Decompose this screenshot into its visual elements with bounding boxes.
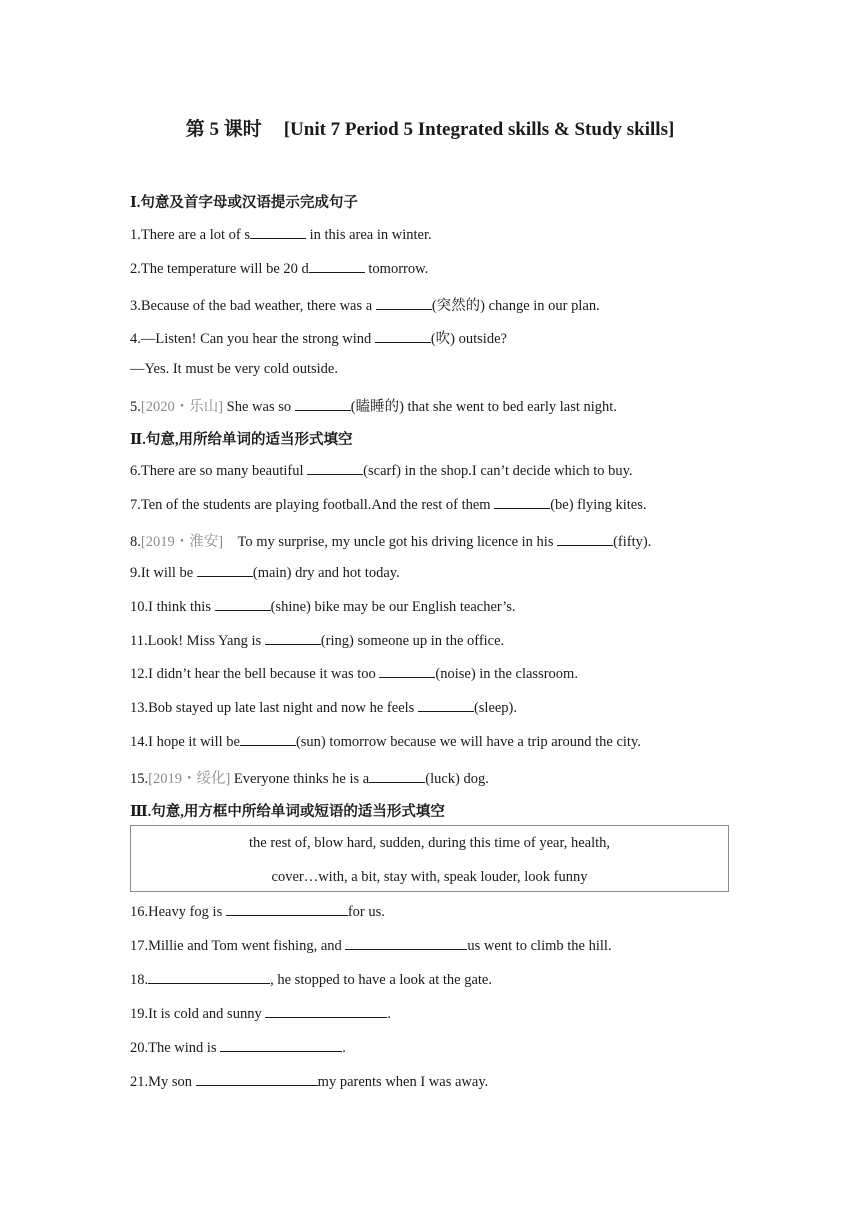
answer-blank[interactable] xyxy=(148,971,270,984)
question-20: 20.The wind is . xyxy=(130,1040,346,1056)
answer-blank[interactable] xyxy=(250,226,306,239)
source-tag: [2019・绥化] xyxy=(148,771,231,787)
question-6: 6.There are so many beautiful (scarf) in the shop.I can’t decide which to buy. xyxy=(130,463,633,479)
question-9: 9.It will be (main) dry and hot today. xyxy=(130,565,400,581)
question-3: 3.Because of the bad weather, there was a (突然的) change in our plan. xyxy=(130,298,600,314)
answer-blank[interactable] xyxy=(196,1073,318,1086)
answer-blank[interactable] xyxy=(557,533,613,546)
answer-blank[interactable] xyxy=(379,665,435,678)
answer-blank[interactable] xyxy=(197,564,253,577)
source-tag: [2019・淮安] xyxy=(140,534,224,550)
word-bank-box xyxy=(130,825,729,892)
answer-blank[interactable] xyxy=(220,1039,342,1052)
section-3-heading: Ⅲ.句意,用方框中所给单词或短语的适当形式填空 xyxy=(130,804,445,820)
answer-blank[interactable] xyxy=(215,598,271,611)
answer-blank[interactable] xyxy=(307,462,363,475)
question-10: 10.I think this (shine) bike may be our English teacher’s. xyxy=(130,599,516,615)
question-7: 7.Ten of the students are playing football.And the rest of them (be) flying kites. xyxy=(130,497,647,513)
answer-blank[interactable] xyxy=(376,297,432,310)
answer-blank[interactable] xyxy=(418,699,474,712)
question-17: 17.Millie and Tom went fishing, and us went to climb the hill. xyxy=(130,938,612,954)
section-1-heading: Ⅰ.句意及首字母或汉语提示完成句子 xyxy=(130,195,358,211)
question-11: 11.Look! Miss Yang is (ring) someone up in the office. xyxy=(130,633,505,649)
answer-blank[interactable] xyxy=(265,632,321,645)
answer-blank[interactable] xyxy=(369,770,425,783)
question-15: 15.[2019・绥化] Everyone thinks he is a (luck) dog. xyxy=(130,771,489,787)
question-2: 2.The temperature will be 20 d tomorrow. xyxy=(130,261,429,277)
section-2-heading: Ⅱ.句意,用所给单词的适当形式填空 xyxy=(130,432,353,448)
question-5: 5.[2020・乐山] She was so (瞌睡的) that she went to bed early last night. xyxy=(130,399,617,415)
question-4-reply: —Yes. It must be very cold outside. xyxy=(130,361,338,377)
lesson-label: 第 5 课时 xyxy=(185,119,262,140)
word-bank-line-1: the rest of, blow hard, sudden, during this time of year, health, xyxy=(248,835,611,851)
answer-blank[interactable] xyxy=(345,937,467,950)
source-tag: [2020・乐山] xyxy=(140,399,224,415)
answer-blank[interactable] xyxy=(309,260,365,273)
question-19: 19.It is cold and sunny . xyxy=(130,1006,391,1022)
question-4: 4.—Listen! Can you hear the strong wind (吹) outside? xyxy=(130,331,507,347)
answer-blank[interactable] xyxy=(375,330,431,343)
answer-blank[interactable] xyxy=(494,496,550,509)
page-title xyxy=(0,114,860,141)
answer-blank[interactable] xyxy=(265,1005,387,1018)
question-8: 8.[2019・淮安] To my surprise, my uncle got his driving licence in his (fifty). xyxy=(130,534,652,550)
question-13: 13.Bob stayed up late last night and now he feels (sleep). xyxy=(130,700,518,716)
unit-label: [Unit 7 Period 5 Integrated skills & Study skills] xyxy=(283,119,675,140)
answer-blank[interactable] xyxy=(240,733,296,746)
answer-blank[interactable] xyxy=(226,903,348,916)
question-16: 16.Heavy fog is for us. xyxy=(130,904,385,920)
answer-blank[interactable] xyxy=(295,398,351,411)
question-18: 18. , he stopped to have a look at the gate. xyxy=(130,972,492,988)
question-1: 1.There are a lot of s in this area in winter. xyxy=(130,227,432,243)
question-14: 14.I hope it will be (sun) tomorrow because we will have a trip around the city. xyxy=(130,734,641,750)
question-21: 21.My son my parents when I was away. xyxy=(130,1074,489,1090)
question-12: 12.I didn’t hear the bell because it was too (noise) in the classroom. xyxy=(130,666,578,682)
word-bank-line-2: cover…with, a bit, stay with, speak louder, look funny xyxy=(271,869,588,885)
